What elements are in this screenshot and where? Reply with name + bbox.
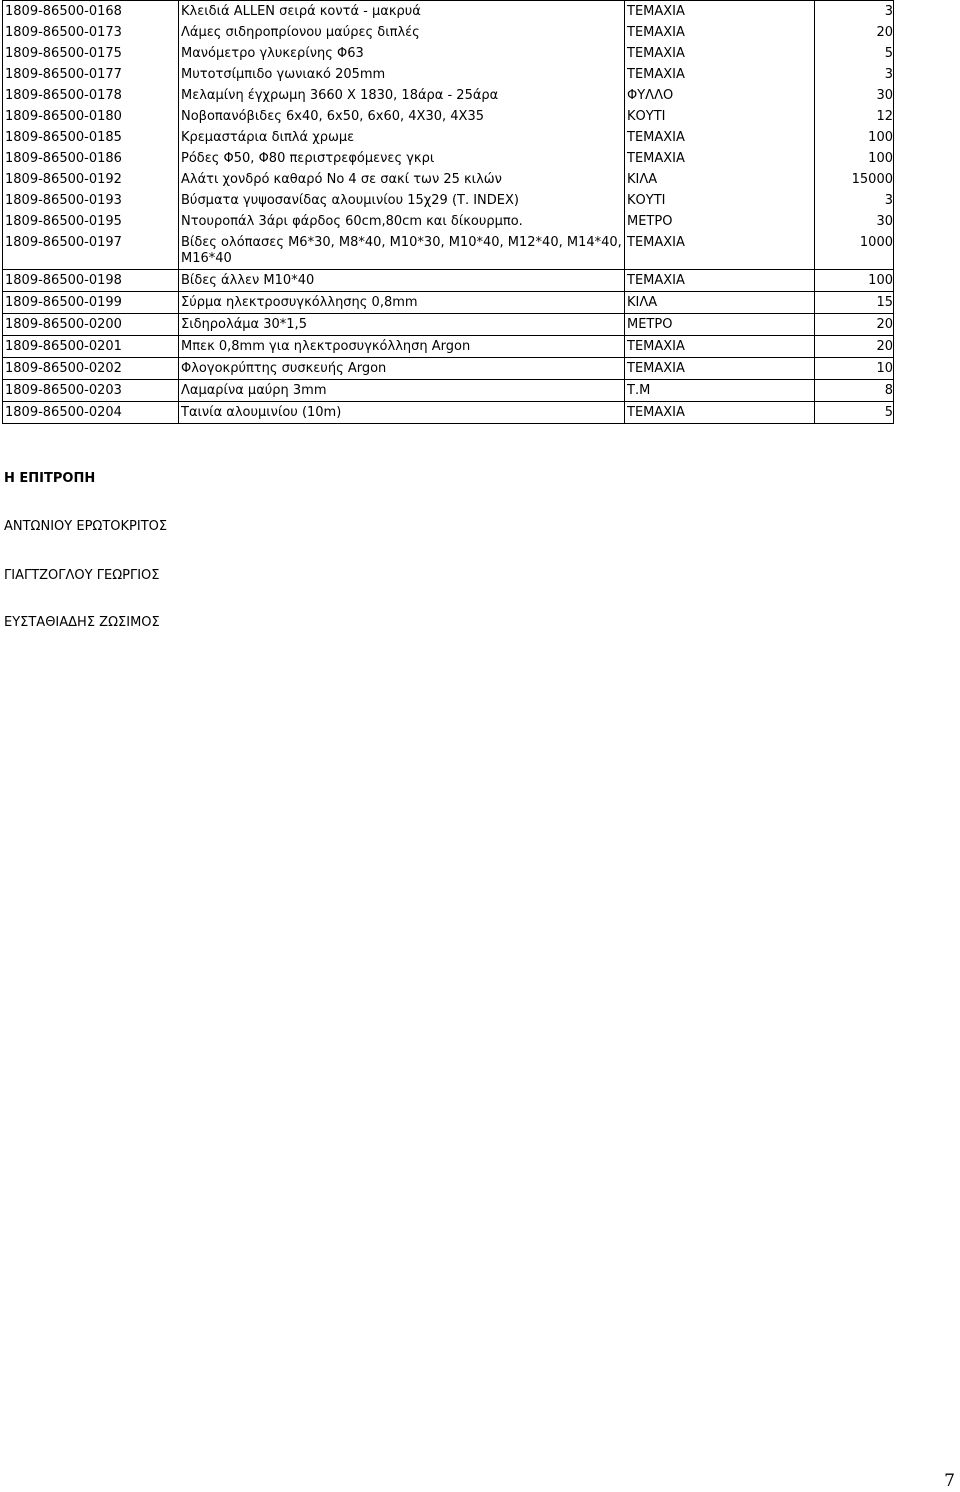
item-description-cell: Μπεκ 0,8mm για ηλεκτροσυγκόλληση Argon xyxy=(179,336,625,358)
item-unit-cell: ΤΕΜΑΧΙΑ xyxy=(625,358,815,380)
item-description-cell: Βίδες άλλεν Μ10*40 xyxy=(179,270,625,292)
page-number: 7 xyxy=(944,1471,955,1491)
item-code-cell: 1809-86500-0177 xyxy=(3,64,179,85)
item-unit-cell: Τ.Μ xyxy=(625,380,815,402)
item-unit-cell: ΜΕΤΡΟ xyxy=(625,314,815,336)
item-quantity-cell: 15000 xyxy=(815,169,894,190)
item-quantity-cell: 100 xyxy=(815,270,894,292)
item-code-cell: 1809-86500-0173 xyxy=(3,22,179,43)
item-unit-cell: ΚΙΛΑ xyxy=(625,169,815,190)
item-unit-cell: ΚΙΛΑ xyxy=(625,292,815,314)
item-unit-cell: ΤΕΜΑΧΙΑ xyxy=(625,22,815,43)
table-row xyxy=(3,85,894,106)
table-row xyxy=(3,358,894,380)
item-code-cell: 1809-86500-0203 xyxy=(3,380,179,402)
item-unit-cell: ΤΕΜΑΧΙΑ xyxy=(625,1,815,23)
table-row xyxy=(3,292,894,314)
item-description-cell: Μυτοτσίμπιδο γωνιακό 205mm xyxy=(179,64,625,85)
item-description-cell: Λαμαρίνα μαύρη 3mm xyxy=(179,380,625,402)
item-code-cell: 1809-86500-0201 xyxy=(3,336,179,358)
table-row xyxy=(3,314,894,336)
item-quantity-cell: 1000 xyxy=(815,232,894,270)
item-code-cell: 1809-86500-0186 xyxy=(3,148,179,169)
item-code-cell: 1809-86500-0199 xyxy=(3,292,179,314)
item-code-cell: 1809-86500-0193 xyxy=(3,190,179,211)
item-code-cell: 1809-86500-0192 xyxy=(3,169,179,190)
item-quantity-cell: 10 xyxy=(815,358,894,380)
table-row xyxy=(3,43,894,64)
committee-member: ΑΝΤΩΝΙΟΥ ΕΡΩΤΟΚΡΙΤΟΣ xyxy=(4,519,168,534)
item-unit-cell: ΜΕΤΡΟ xyxy=(625,211,815,232)
item-description-cell: Νοβοπανόβιδες 6x40, 6x50, 6x60, 4Χ30, 4Χ35 xyxy=(179,106,625,127)
item-unit-cell: ΤΕΜΑΧΙΑ xyxy=(625,64,815,85)
table-row xyxy=(3,211,894,232)
item-quantity-cell: 30 xyxy=(815,85,894,106)
item-code-cell: 1809-86500-0168 xyxy=(3,1,179,23)
item-description-cell: Λάμες σιδηροπρίονου μαύρες διπλές xyxy=(179,22,625,43)
table-row xyxy=(3,402,894,424)
item-code-cell: 1809-86500-0198 xyxy=(3,270,179,292)
item-quantity-cell: 20 xyxy=(815,314,894,336)
item-code-cell: 1809-86500-0175 xyxy=(3,43,179,64)
table-row xyxy=(3,127,894,148)
item-code-cell: 1809-86500-0204 xyxy=(3,402,179,424)
committee-title: Η ΕΠΙΤΡΟΠΗ xyxy=(4,471,96,486)
item-code-cell: 1809-86500-0178 xyxy=(3,85,179,106)
item-description-cell: Σύρμα ηλεκτροσυγκόλλησης 0,8mm xyxy=(179,292,625,314)
item-code-cell: 1809-86500-0197 xyxy=(3,232,179,270)
item-quantity-cell: 3 xyxy=(815,1,894,23)
item-description-cell: Ρόδες Φ50, Φ80 περιστρεφόμενες γκρι xyxy=(179,148,625,169)
item-unit-cell: ΤΕΜΑΧΙΑ xyxy=(625,127,815,148)
item-description-cell: Αλάτι χονδρό καθαρό Νο 4 σε σακί των 25 κιλών xyxy=(179,169,625,190)
item-description-cell: Κρεμαστάρια διπλά χρωμε xyxy=(179,127,625,148)
items-table xyxy=(2,0,894,424)
item-quantity-cell: 5 xyxy=(815,402,894,424)
item-description-cell: Βίδες ολόπασες Μ6*30, Μ8*40, Μ10*30, Μ10*40, Μ12*40, Μ14*40, Μ16*40 xyxy=(179,232,625,270)
table-row xyxy=(3,336,894,358)
item-quantity-cell: 8 xyxy=(815,380,894,402)
item-description-cell: Μελαμίνη έγχρωμη 3660 Χ 1830, 18άρα - 25άρα xyxy=(179,85,625,106)
item-quantity-cell: 20 xyxy=(815,336,894,358)
item-description-cell: Σιδηρολάμα 30*1,5 xyxy=(179,314,625,336)
item-code-cell: 1809-86500-0185 xyxy=(3,127,179,148)
table-row xyxy=(3,169,894,190)
item-code-cell: 1809-86500-0202 xyxy=(3,358,179,380)
item-quantity-cell: 30 xyxy=(815,211,894,232)
table-row xyxy=(3,190,894,211)
table-row xyxy=(3,64,894,85)
item-quantity-cell: 20 xyxy=(815,22,894,43)
item-quantity-cell: 3 xyxy=(815,190,894,211)
item-code-cell: 1809-86500-0195 xyxy=(3,211,179,232)
item-code-cell: 1809-86500-0200 xyxy=(3,314,179,336)
item-unit-cell: ΦΥΛΛΟ xyxy=(625,85,815,106)
item-quantity-cell: 12 xyxy=(815,106,894,127)
item-description-cell: Ντουροπάλ 3άρι φάρδος 60cm,80cm και δίκουρμπο. xyxy=(179,211,625,232)
item-description-cell: Μανόμετρο γλυκερίνης Φ63 xyxy=(179,43,625,64)
table-row xyxy=(3,1,894,23)
item-unit-cell: ΤΕΜΑΧΙΑ xyxy=(625,270,815,292)
table-row xyxy=(3,22,894,43)
table-row xyxy=(3,380,894,402)
item-unit-cell: ΤΕΜΑΧΙΑ xyxy=(625,336,815,358)
items-table-body xyxy=(3,1,894,424)
item-unit-cell: ΤΕΜΑΧΙΑ xyxy=(625,148,815,169)
item-description-cell: Κλειδιά ALLEN σειρά κοντά - μακρυά xyxy=(179,1,625,23)
item-quantity-cell: 5 xyxy=(815,43,894,64)
item-description-cell: Φλογοκρύπτης συσκευής Argon xyxy=(179,358,625,380)
committee-member: ΕΥΣΤΑΘΙΑΔΗΣ ΖΩΣΙΜΟΣ xyxy=(4,615,160,630)
item-unit-cell: ΤΕΜΑΧΙΑ xyxy=(625,402,815,424)
item-description-cell: Βύσματα γυψοσανίδας αλουμινίου 15χ29 (Τ. INDEX) xyxy=(179,190,625,211)
table-row xyxy=(3,232,894,270)
committee-member: ΓΙΑΓΤΖΟΓΛΟΥ ΓΕΩΡΓΙΟΣ xyxy=(4,568,160,583)
item-quantity-cell: 100 xyxy=(815,148,894,169)
table-row xyxy=(3,106,894,127)
item-unit-cell: ΚΟΥΤΙ xyxy=(625,106,815,127)
item-unit-cell: ΚΟΥΤΙ xyxy=(625,190,815,211)
item-description-cell: Ταινία αλουμινίου (10m) xyxy=(179,402,625,424)
item-unit-cell: ΤΕΜΑΧΙΑ xyxy=(625,43,815,64)
item-code-cell: 1809-86500-0180 xyxy=(3,106,179,127)
table-row xyxy=(3,270,894,292)
table-row xyxy=(3,148,894,169)
item-quantity-cell: 15 xyxy=(815,292,894,314)
item-quantity-cell: 100 xyxy=(815,127,894,148)
item-unit-cell: ΤΕΜΑΧΙΑ xyxy=(625,232,815,270)
item-quantity-cell: 3 xyxy=(815,64,894,85)
